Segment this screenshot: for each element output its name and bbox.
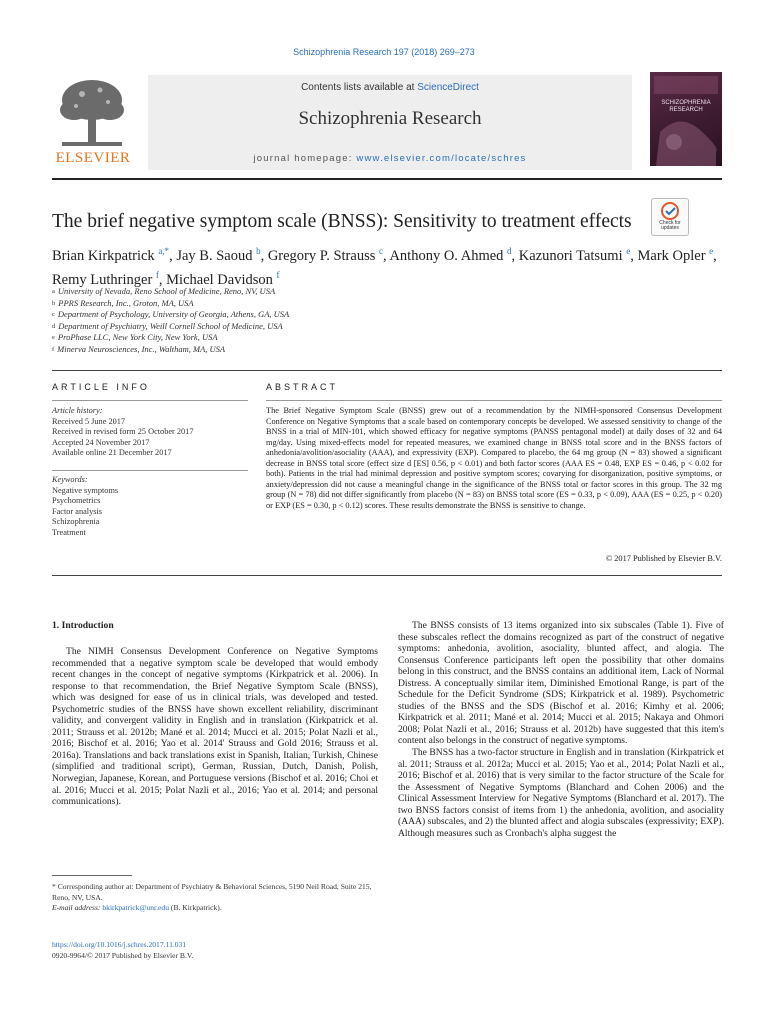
keywords: [52, 475, 248, 538]
author[interactable]: Mark Opler $^e$,: [637, 246, 717, 264]
journal-reference[interactable]: Schizophrenia Research 197 (2018) 269–273: [293, 47, 475, 57]
body-column-right: [398, 620, 724, 839]
email-label: E-mail address:: [52, 903, 103, 912]
issn-line: 0920-9964/© 2017 Published by Elsevier B.V.: [52, 950, 194, 960]
doi-block: [52, 940, 378, 961]
article-history: [52, 406, 248, 459]
email-link[interactable]: bkirkpatrick@unr.edu: [102, 903, 170, 912]
history-item: Received in revised form 25 October 2017: [52, 427, 194, 436]
section-heading-introduction: 1. Introduction: [52, 620, 114, 631]
email-line: [52, 903, 378, 914]
journal-cover-image[interactable]: [650, 72, 722, 166]
publisher-wordmark: ELSEVIER: [55, 150, 131, 166]
keyword[interactable]: Schizophrenia: [52, 517, 100, 526]
paragraph: The NIMH Consensus Development Conference on Negative Symptoms recommended that a negative symptom scale be developed that would embody recent changes in the concept of negative symptoms (Kirkpatrick et al. 2006). In response to that recommendation, the Brief Negative Symptom Scale (BNSS), which was designed for ease of us in clinical trials, was developed and tested. Psychometric studies of the BNSS have shown excellent reliability, discriminant validity, and convergent validity in English and in translation (Kirkpatrick et al. 2011; Strauss et al. 2012b; Mané et al. 2014; Mucci et al. 2015; Polat Nazli et al., 2016; Bischof et al. 2016; Yao et al. 2014' Strauss and Gold 2016; Strauss et al. 2016a). Translations and back translations exist in Spanish, Italian, Turkish, Chinese (simplified and traditional script), German, Russian, Dutch, Danish, Polish, Norwegian, Japanese, Korean, and Portuguese versions (Bischof et al. 2016; Choi et al. 2016; Mucci et al. 2015; Polat Nazli et al., 2016; Yao et al. 2014; and personal communications).: [52, 646, 378, 808]
affiliation: $^f$ Minerva Neurosciences, Inc., Waltham, MA, USA: [52, 343, 226, 354]
corresponding-author: * Corresponding author at: Department of Psychiatry & Behavioral Sciences, 5190 Neil Road, Suite 215, Reno, NV, USA.: [52, 882, 372, 902]
author-list: [52, 242, 724, 290]
keyword[interactable]: Treatment: [52, 527, 86, 537]
copyright-notice: © 2017 Published by Elsevier B.V.: [605, 554, 722, 563]
affiliation: $^e$ ProPhase LLC, New York City, New York, USA: [52, 332, 218, 342]
keyword[interactable]: Negative symptoms: [52, 485, 119, 495]
author[interactable]: Jay B. Saoud $^b$,: [176, 246, 268, 264]
check-updates-label: Check for updates: [659, 220, 681, 231]
doi-link[interactable]: https://doi.org/10.1016/j.schres.2017.11.031: [52, 940, 187, 949]
history-item: Available online 21 December 2017: [52, 448, 172, 457]
abstract-divider: [266, 400, 722, 401]
affiliation: $^c$ Department of Psychology, University of Georgia, Athens, GA, USA: [52, 309, 290, 319]
article-title: The brief negative symptom scale (BNSS): Sensitivity to treatment effects: [52, 211, 632, 232]
author[interactable]: Michael Davidson $^f$: [166, 269, 280, 288]
author[interactable]: Kazunori Tatsumi $^e$,: [518, 246, 638, 264]
affiliation: $^a$ University of Nevada, Reno School of Medicine, Reno, NV, USA: [52, 286, 276, 296]
section-divider: [52, 370, 722, 371]
body-divider: [52, 575, 722, 576]
author[interactable]: Anthony O. Ahmed $^d$,: [389, 246, 519, 264]
sciencedirect-link[interactable]: ScienceDirect: [417, 82, 479, 93]
author[interactable]: Gregory P. Strauss $^c$,: [267, 246, 390, 264]
cover-art-icon: [650, 72, 722, 166]
journal-banner: [148, 75, 632, 170]
keyword[interactable]: Factor analysis: [52, 506, 103, 516]
email-suffix: (B. Kirkpatrick).: [169, 903, 222, 912]
affiliation: $^b$ PPRS Research, Inc., Groton, MA, USA: [52, 297, 194, 308]
body-column-left: [52, 646, 378, 808]
contents-prefix: Contents lists available at: [301, 82, 418, 93]
history-item: Accepted 24 November 2017: [52, 437, 150, 447]
journal-header: [52, 70, 722, 170]
history-item: Received 5 June 2017: [52, 416, 126, 426]
affiliation-list: [52, 286, 552, 355]
corresponding-author-footnote: [52, 882, 378, 914]
affiliation: $^d$ Department of Psychiatry, Weill Cornell School of Medicine, USA: [52, 320, 283, 331]
check-for-updates-badge[interactable]: [651, 198, 689, 236]
paragraph: The BNSS has a two-factor structure in English and in translation (Kirkpatrick et al. 2011; Strauss et al. 2012a; Mucci et al. 2015; Yao et al., 2014; Polat Nazli et al., 2016; Bischof et al. 2016) that is very similar to the factor structure of the Scale for the Assessment of Negative Symptoms (Blanchard and Cohen 2006) and the Clinical Assessment Interview for Negative Symptoms (Blanchard et al. 2017). The two BNSS factors consist of items from 1) the anhedonia, avolition, and asociality (AAA) subscales, and 2) the blunted affect and alogia subscales (expressivity; EXP). Although measures such as Cronbach's alpha suggest the: [398, 747, 724, 839]
history-label: Article history:: [52, 406, 103, 415]
paragraph: The BNSS consists of 13 items organized into six subscales (Table 1). Five of these subscales reflect the domains recognized as part of the construct of negative symptoms: anhedonia, avolition, asociality, blunted affect, and alogia. The Consensus Conference participants left open the possibility that other domains belong in this construct, and the BNSS contains an additional item, Lack of Normal Distress. A conceptually similar item, Diminished Emotional Range, is part of the Schedule for the Deficit Syndrome (SDS; Kirkpatrick et al. 1989). Psychometric studies of the BNSS and the SDS (Bischof et al. 2016; Kimhy et al. 2006; Kirkpatrick et al. 2011; Mané et al. 2014; Mucci et al. 2015; Nakaya and Ohmori 2008; Polat Nazli et al., 2016; Strauss et al. 2012b) have suggested that this item's content also belongs in the construct of negative symptoms.: [398, 620, 724, 747]
homepage-prefix: journal homepage:: [253, 153, 357, 164]
journal-name: Schizophrenia Research: [298, 108, 482, 129]
contents-line: [148, 82, 632, 93]
footnote-divider: [52, 875, 132, 876]
article-info-divider: [52, 400, 248, 401]
homepage-link[interactable]: www.elsevier.com/locate/schres: [356, 153, 527, 164]
keyword[interactable]: Psychometrics: [52, 496, 101, 505]
homepage-line: [148, 153, 632, 164]
keywords-label: Keywords:: [52, 475, 88, 484]
abstract-heading: ABSTRACT: [266, 382, 339, 392]
keywords-divider: [52, 470, 248, 471]
header-divider: [52, 178, 722, 180]
cover-title: SCHIZOPHRENIA RESEARCH: [661, 100, 711, 113]
article-info-heading: ARTICLE INFO: [52, 382, 150, 392]
check-updates-icon: [652, 200, 688, 222]
abstract-text: The Brief Negative Symptom Scale (BNSS) grew out of a recommendation by the NIMH-sponsored Consensus Development Conference on Negative Symptoms that a scale based on contemporary concepts be developed. We assessed sensitivity to change of the BNSS in a trial of MIN-101, which showed efficacy for negative symptoms (PANSS pentagonal model) at daily doses of 32 and 64 mg/day. Using mixed-effects model for repeated measures, we examined change in BNSS total score and in the BNSS factors of anhedonia/avolition/asociality (AAA), and expressivity (EXP). Compared to placebo, the 64 mg group (N = 83) showed a significant decrease in BNSS total score (effect size d [ES] 0.56, p < 0.01) and both factor scores (AAA ES = 0.48, EXP ES = 0.46, p < 0.02 for both). Patients in the trial had minimal depression and positive symptom scores; covarying for disorganization, positive symptoms, or anxiety/depression did not cause a meaningful change in the significance of the BNSS total or factor scores in this group. The 32 mg group (N = 78) did not differ significantly from placebo (N = 83) on BNSS total score (ES = 0.33, p < 0.09), AAA (ES = 0.25, p < 0.20) or EXP (ES = 0.30, p < 0.12) scores. These results demonstrate the BNSS is sensitive to change.: [266, 406, 722, 510]
author[interactable]: Remy Luthringer $^f$,: [52, 269, 167, 288]
author[interactable]: Brian Kirkpatrick $^{a,*}$,: [52, 246, 177, 264]
